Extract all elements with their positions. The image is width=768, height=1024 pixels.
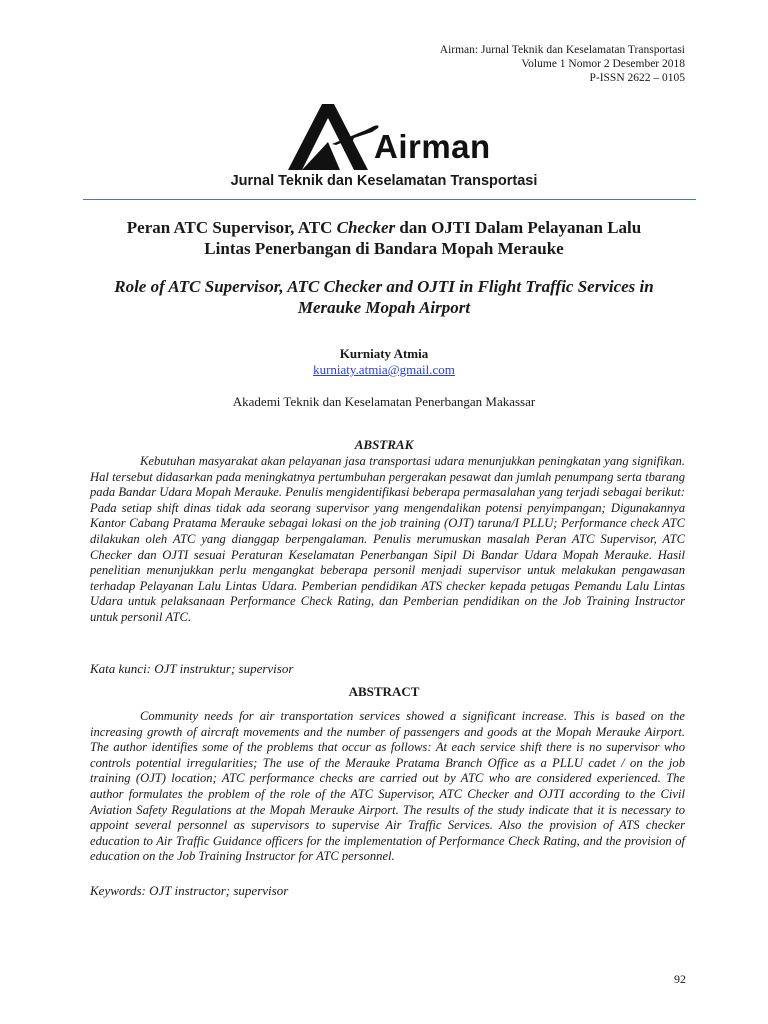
header-divider bbox=[83, 199, 696, 200]
abstract-keywords-value: : OJT instructor; supervisor bbox=[141, 883, 289, 898]
header-journal-name: Airman: Jurnal Teknik dan Keselamatan Transportasi bbox=[439, 44, 685, 56]
abstract-heading: ABSTRACT bbox=[348, 684, 420, 699]
author-affiliation: Akademi Teknik dan Keselamatan Penerbangan Makassar bbox=[232, 394, 536, 409]
page-number: 92 bbox=[674, 972, 686, 986]
title-id-italic: Checker bbox=[336, 218, 396, 237]
logo-wordmark: Airman bbox=[374, 128, 491, 165]
title-id-part2: dan OJTI Dalam Pelayanan Lalu bbox=[395, 218, 642, 237]
logo-journal-subtitle: Jurnal Teknik dan Keselamatan Transportasi bbox=[230, 173, 538, 189]
header-issn: P-ISSN 2622 – 0105 bbox=[589, 72, 685, 84]
title-id-line2: Lintas Penerbangan di Bandara Mopah Merauke bbox=[204, 239, 564, 258]
abstrak-body: Kebutuhan masyarakat akan pelayanan jasa transportasi udara menunjukkan peningkatan yang signifikan. Hal tersebut didasarkan pada meningkatnya pertumbuhan pergerakan pesawat dan jumlah penumpang serta tbarang pada Bandar Udara Mopah Merauke. Penulis mengidentifikasi beberapa permasalahan yang terjadi sebagai berikut: Pada setiap shift dinas tidak ada seorang supervisor yang mengendalikan potensi penyimpangan; Digunakannya Kantor Cabang Pratama Merauke sebagai lokasi on the job training (OJT) taruna/I PLLU; Performance check ATC dilakukan oleh ATC yang dianggap berpengalaman. Penulis merumuskan masalah Peran ATC Supervisor, ATC Checker dan OJTI sesuai Peraturan Keselamatan Penerbangan Sipil Di Bandar Udara Mopah Merauke. Hasil penelitian menunjukkan perlu mengangkat beberapa personil menjadi supervisor untuk melakukan pengawasan terhadap Pelayanan Lalu Lintas Udara. Pemberian pendidikan ATS checker kepada petugas Pemandu Lalu Lintas Udara untuk pelaksanaan Performance Check Rating, dan Pemberian pendidikan on the Job Training Instructor untuk personil ATC. bbox=[90, 454, 685, 624]
running-header bbox=[440, 43, 685, 85]
title-indonesian bbox=[0, 217, 768, 259]
abstrak-heading: ABSTRAK bbox=[354, 437, 414, 452]
title-english bbox=[0, 276, 768, 318]
abstract-body: Community needs for air transportation services showed a significant increase. This is based on the increasing growth of aircraft movements and the number of passengers and goods at the Mopah Merauke Airport. The author identifies some of the problems that occur as follows: At each service shift there is no supervisor who controls potential irregularities; The use of the Merauke Pratama Branch Office as a PLLU cadet / on the job training (OJT) location; ATC performance checks are carried out by ATC who are considered experienced. The author formulates the problem of the role of the ATC Supervisor, ATC Checker and OJTI according to the Civil Aviation Safety Regulations at the Mopah Merauke Airport. The results of the study indicate that it is necessary to appoint several personnel as supervisors to supervise Air Traffic Services. Also the provision of ATS checker education to Air Traffic Guidance officers for the implementation of Performance Check Rating, and the provision of education on the Job Training Instructor for ATC personnel. bbox=[90, 709, 685, 864]
abstract-keywords bbox=[90, 883, 288, 899]
title-en-line2: Merauke Mopah Airport bbox=[297, 298, 471, 317]
author-name: Kurniaty Atmia bbox=[339, 346, 429, 361]
abstract-keywords-label: Keywords bbox=[90, 883, 142, 898]
title-id-part1: Peran ATC Supervisor, ATC bbox=[126, 218, 337, 237]
abstrak-keywords: Kata kunci: OJT instruktur; supervisor bbox=[90, 661, 294, 676]
author-email-link[interactable]: kurniaty.atmia@gmail.com bbox=[313, 362, 455, 377]
header-volume: Volume 1 Nomor 2 Desember 2018 bbox=[521, 58, 685, 70]
title-en-line1: Role of ATC Supervisor, ATC Checker and OJTI in Flight Traffic Services in bbox=[114, 277, 654, 296]
